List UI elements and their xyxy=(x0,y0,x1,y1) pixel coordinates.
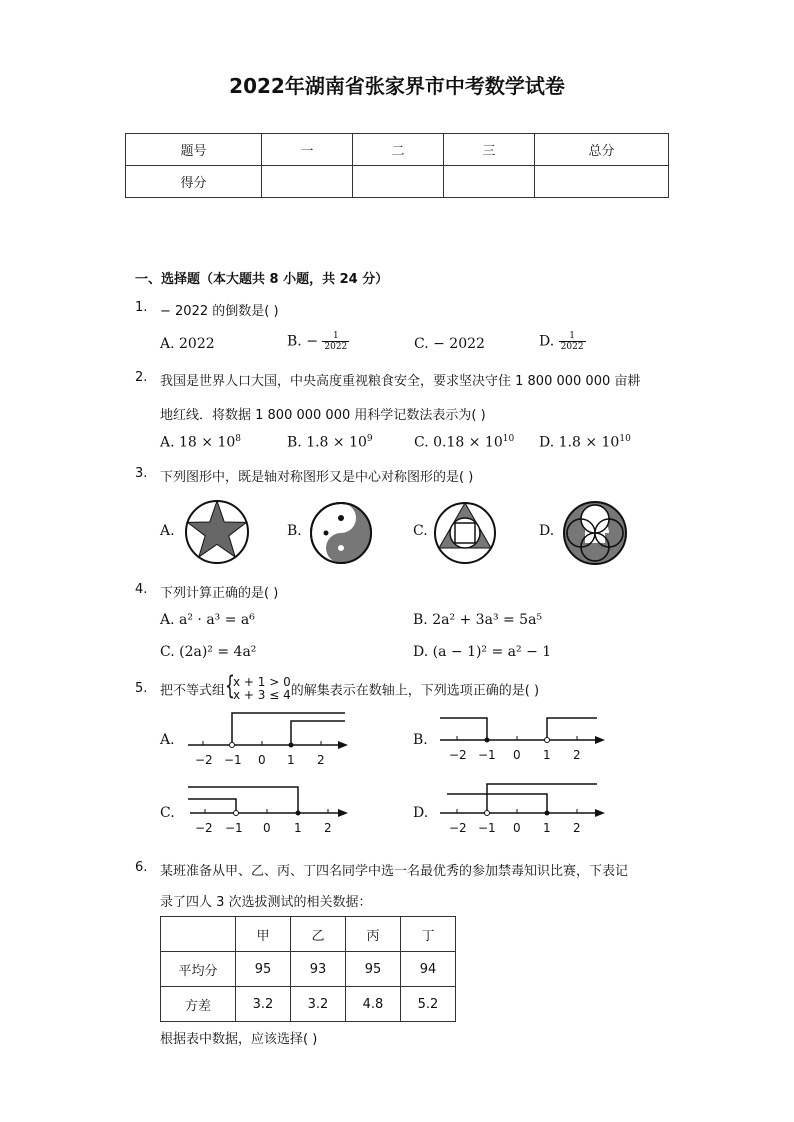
table-row xyxy=(161,917,456,952)
option-text: A. 18 × 10 xyxy=(160,434,236,451)
table-cell: 94 xyxy=(401,952,456,987)
table-cell: 95 xyxy=(236,952,291,987)
table-cell xyxy=(535,166,669,198)
section-heading: 一、选择题（本大题共 8 小题，共 24 分） xyxy=(135,272,389,287)
tick-label: −1 xyxy=(478,821,496,835)
fraction xyxy=(559,331,586,352)
question-number: 5. xyxy=(135,681,148,696)
exponent: 8 xyxy=(235,434,242,444)
option-a xyxy=(160,434,241,451)
question-number: 6. xyxy=(135,860,148,875)
tick-label: 0 xyxy=(513,821,521,835)
exponent: 9 xyxy=(366,434,373,444)
option-label-b: B. xyxy=(413,732,428,748)
table-cell xyxy=(353,166,444,198)
question-number: 4. xyxy=(135,582,148,597)
table-cell: 5.2 xyxy=(401,987,456,1022)
question-number: 1. xyxy=(135,300,148,315)
tick-label: 0 xyxy=(513,748,521,762)
option-label-b: B. xyxy=(287,523,302,539)
data-table xyxy=(160,916,456,1022)
question-text: 根据表中数据，应该选择( ) xyxy=(160,1032,318,1047)
tick-label: −2 xyxy=(449,821,467,835)
star-in-circle-figure xyxy=(183,498,251,566)
exponent: 10 xyxy=(502,434,515,444)
tick-label: 0 xyxy=(258,753,266,767)
option-c: C. (2a)² = 4a² xyxy=(160,644,257,660)
question-text: − 2022 的倒数是( ) xyxy=(160,304,279,319)
tick-label: 1 xyxy=(543,821,551,835)
table-cell xyxy=(262,166,353,198)
tick-label: −2 xyxy=(449,748,467,762)
brace: { xyxy=(225,671,235,701)
table-cell: 3.2 xyxy=(236,987,291,1022)
inequality-1: x + 1 > 0 xyxy=(233,675,291,689)
table-cell: 平均分 xyxy=(161,952,236,987)
option-a: A. 2022 xyxy=(160,336,215,352)
text-post: 的解集表示在数轴上，下列选项正确的是( ) xyxy=(290,683,540,699)
question-text: 下列计算正确的是( ) xyxy=(160,586,279,601)
option-label-d: D. xyxy=(413,805,429,821)
option-b xyxy=(287,434,373,451)
table-row xyxy=(126,134,669,166)
option-label-a: A. xyxy=(160,732,175,748)
table-cell: 95 xyxy=(346,952,401,987)
score-table xyxy=(125,133,669,198)
table-cell: 93 xyxy=(291,952,346,987)
option-c xyxy=(414,434,514,451)
page-title: 2022年湖南省张家界市中考数学试卷 xyxy=(229,74,565,98)
tick-label: −2 xyxy=(195,753,213,767)
table-cell: 丙 xyxy=(346,917,401,952)
option-label-c: C. xyxy=(160,805,175,821)
option-label: B. − xyxy=(287,333,318,350)
question-number: 3. xyxy=(135,466,148,481)
denominator: 2022 xyxy=(560,342,584,352)
table-cell: 三 xyxy=(444,134,535,166)
question-number: 2. xyxy=(135,370,148,385)
four-petal-circle-figure xyxy=(561,499,629,567)
tick-label: −1 xyxy=(478,748,496,762)
table-cell xyxy=(444,166,535,198)
question-text: 某班准备从甲、乙、丙、丁四名同学中选一名最优秀的参加禁毒知识比赛，下表记 xyxy=(160,864,629,879)
inequality-system xyxy=(225,671,291,702)
option-label-c: C. xyxy=(413,523,428,539)
option-a: A. a² · a³ = a⁶ xyxy=(160,612,255,628)
question-text: 地红线．将数据 1 800 000 000 用科学记数法表示为( ) xyxy=(160,408,486,423)
question-text xyxy=(160,671,540,702)
tick-label: 2 xyxy=(324,821,332,835)
fraction xyxy=(322,331,349,352)
numerator: 1 xyxy=(322,331,349,342)
table-cell: 二 xyxy=(353,134,444,166)
numerator: 1 xyxy=(559,331,586,342)
option-b xyxy=(287,331,349,352)
table-cell: 得分 xyxy=(126,166,262,198)
option-label-a: A. xyxy=(160,523,175,539)
tick-label: −1 xyxy=(224,753,242,767)
exponent: 10 xyxy=(619,434,631,444)
tick-label: 1 xyxy=(543,748,551,762)
table-cell: 3.2 xyxy=(291,987,346,1022)
text-pre: 把不等式组 xyxy=(160,683,226,699)
option-d xyxy=(539,434,631,451)
table-cell: 一 xyxy=(262,134,353,166)
inequality-2: x + 3 ≤ 4 xyxy=(233,688,291,702)
table-row xyxy=(161,987,456,1022)
tick-label: 1 xyxy=(294,821,302,835)
table-row xyxy=(161,952,456,987)
table-row xyxy=(126,166,669,198)
option-c: C. − 2022 xyxy=(414,336,485,352)
option-b: B. 2a² + 3a³ = 5a⁵ xyxy=(413,612,543,628)
option-d: D. (a − 1)² = a² − 1 xyxy=(413,644,552,660)
table-cell: 甲 xyxy=(236,917,291,952)
table-cell: 乙 xyxy=(291,917,346,952)
question-text: 下列图形中，既是轴对称图形又是中心对称图形的是( ) xyxy=(160,470,474,485)
tick-label: 2 xyxy=(317,753,325,767)
table-cell: 4.8 xyxy=(346,987,401,1022)
tick-label: −2 xyxy=(195,821,213,835)
table-cell: 总分 xyxy=(535,134,669,166)
question-text: 我国是世界人口大国，中央高度重视粮食安全，要求坚决守住 1 800 000 000 亩耕 xyxy=(160,374,641,389)
tick-label: 2 xyxy=(573,748,581,762)
tick-label: 1 xyxy=(287,753,295,767)
table-cell: 丁 xyxy=(401,917,456,952)
option-text: B. 1.8 × 10 xyxy=(287,434,367,451)
table-cell xyxy=(161,917,236,952)
tick-label: −1 xyxy=(225,821,243,835)
option-label-d: D. xyxy=(539,523,555,539)
tick-label: 2 xyxy=(573,821,581,835)
tick-label: 0 xyxy=(263,821,271,835)
option-label: D. xyxy=(539,333,555,350)
option-d xyxy=(539,331,586,352)
option-text: D. 1.8 × 10 xyxy=(539,434,620,451)
denominator: 2022 xyxy=(324,342,348,352)
table-cell: 方差 xyxy=(161,987,236,1022)
question-text: 录了四人 3 次选拔测试的相关数据： xyxy=(160,895,372,910)
table-cell: 题号 xyxy=(126,134,262,166)
yin-yang-figure xyxy=(308,500,374,566)
option-text: C. 0.18 × 10 xyxy=(414,434,503,451)
triangle-circle-square-figure xyxy=(432,500,498,566)
